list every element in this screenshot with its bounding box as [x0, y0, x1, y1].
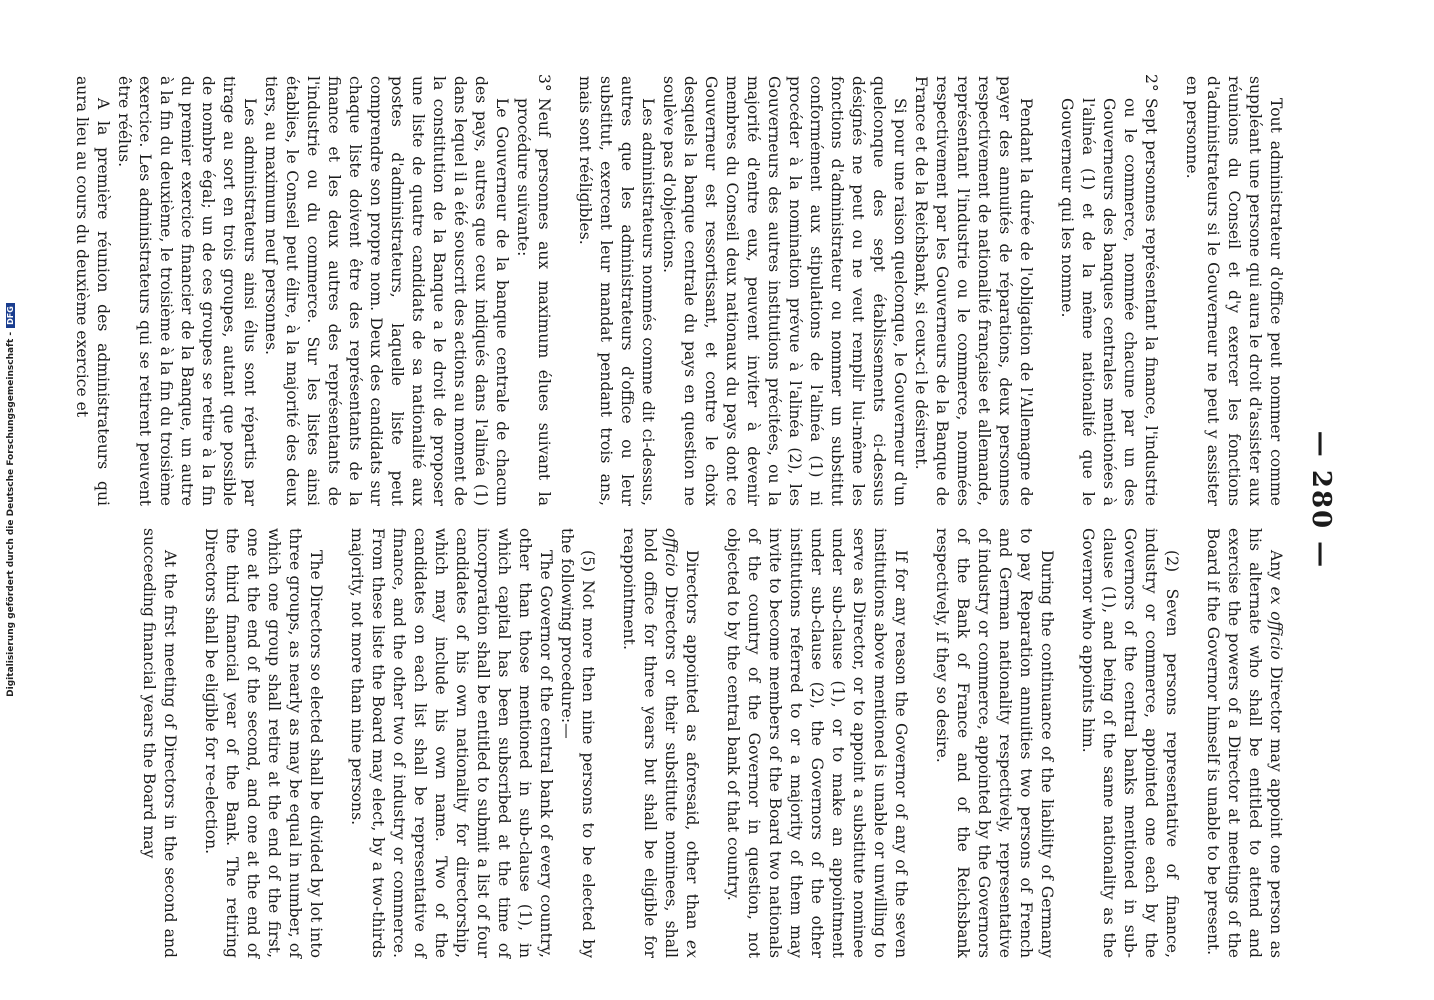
- en-paragraph-first-meeting: At the first meeting of Directors in the second and succeeding financial years the Board may: [140, 528, 179, 958]
- french-column: [71, 76, 1286, 506]
- watermark-credit: Digitalisierung gefördert durch die Deutsche Forschungsgemeinschaft -: [6, 331, 16, 697]
- en-p1-after: Director may appoint one person as his alternate who shall be entitled to attend and exercise the powers of a Director at meetings of the Board if the Governor himself is unable to be present.: [1204, 528, 1285, 958]
- en-paragraph-alternate: [1202, 528, 1286, 958]
- en-p1-ex-officio: ex officio: [1267, 586, 1285, 660]
- fr-section-2-number: 2°: [1142, 74, 1160, 92]
- fr-section-2-text: Sept personnes représentant la finance, l'industrie ou le commerce, nommée chacune par un des Gouverneurs des banques centrales mentionées à l'alinéa (1) et de la même nationalité que le Gouverneur qui les nomme.: [1058, 98, 1160, 506]
- fr-paragraph-first-meeting: A la première réunion des administrateurs qui aura lieu au cours du deuxième exercice et: [73, 76, 112, 506]
- en-section-5-text: Not more then nine persons to be elected by the following procedure:—: [558, 528, 597, 958]
- fr-section-3-text: Neuf personnes aux maximum élues suivant la procédure suivante:: [514, 98, 553, 506]
- en-paragraph-candidates: The Governor of the central bank of every country, other than those mentioned in sub-clause (1), in which capital has been subscribed at the time of incorporation shall be entitled to submit a list of four candidates of his own nationality for directorship, which may include his own name. Two of the candidates on each list shall be representative of finance, and the other two of industry or commerce. From these liste the Board may elect, by a two-thirds majority, not more than nine persons.: [348, 528, 555, 958]
- en-p1-before: Any: [1267, 550, 1285, 587]
- en-section-2-number: (2): [1163, 550, 1181, 573]
- fr-paragraph-candidates: Le Gouverneur de la banque centrale de chacun des pays, autres que ceux indiqués dans l'alinéa (1) dans lequel il a été souscrit des actions au moment de la constitution de la Banque a le droit de proposer une liste de quatre candidats de sa nationalité aux postes d'administrateurs, laquelle liste peut comprendre son propre nom. Deux des candidats sur chaque liste doivent être des représentants de la finance et les deux autres des représentants de l'industrie ou du commerce. Sur les listes ainsi établies, le Conseil peut élire, à la majorité des deux tiers, au maximum neuf personnes.: [262, 76, 511, 506]
- en-section-2-text: Seven persons representative of finance, industry or commerce, appointed one each by the Governors of the central banks mentioned in sub-clause (1), and being of the same nationality as the Governor who appoints him.: [1079, 528, 1181, 958]
- dfg-logo: DFG: [6, 303, 15, 328]
- english-column: [138, 528, 1286, 958]
- fr-paragraph-reparations: Pendant la durée de l'obligation de l'Allemagne de payer des annuités de réparations, deux personnes respectivement de nationalité française et allemande, représentant l'industrie ou le commerce, nommées respectivement par les Gouverneurs de la Banque de France et de la Reichsbank, si ceux-ci le désirent.: [912, 76, 1035, 506]
- page-number: — 280 —: [1306, 430, 1336, 570]
- fr-paragraph-term: Les administrateurs nommés comme dit ci-dessus, autres que les administrateurs d'office ou leur substitut, exercent leur mandat pendant trois ans, mais sont rééligibles.: [576, 76, 657, 506]
- en-p5-after: Directors or their substitute nominees, shall hold office for three years but shall be eligible for reappointment.: [620, 528, 680, 958]
- en-paragraph-groups: The Directors so elected shall be divided by lot into three groups, as nearly as may be equal in number, of which one group shall retire at the end of the first, one at the end of the second, and one at the end of the third financial year of the Bank. The retiring Directors shall be eligible for re-election.: [202, 528, 325, 958]
- en-paragraph-term: [618, 528, 702, 958]
- en-section-5-number: (5): [579, 550, 597, 573]
- fr-paragraph-governor-unable: Si pour une raison quelconque, le Gouverneur d'un quelconque des sept établissements ci-dessus désignés ne peut ou ne veut remplir lui-même les fonctions d'administrateur ou nommer un substitut conformément aux stipulations de l'alinéa (1) ni procéder à la nomination prévue à l'alinéa (2), les Gouverneurs des autres institutions précitées, ou la majorité d'entre eux, peuvent inviter à devenir membres du Conseil deux nationaux du pays dont ce Gouverneur est ressortissant, et contre le choix desquels la banque centrale du pays en question ne soulève pas d'objections.: [660, 76, 909, 506]
- fr-paragraph-alternate: Tout administrateur d'office peut nommer comme suppléant une persone qui aura le droit d'assister aux réunions du Conseil et d'y exercer les fonctions d'administrateurs si le Gouverneur ne peut y assister en personne.: [1183, 76, 1285, 506]
- fr-section-3: [512, 76, 554, 506]
- fr-section-3-number: 3°: [535, 74, 553, 92]
- en-paragraph-reparations: During the continuance of the liability of Germany to pay Reparation annuities two persons of French and German nationality respectively, representative of industry or commerce, appointed by the Governors of the Bank of France and of the Reichsbank respectively, if they so desire.: [933, 528, 1056, 958]
- en-p5-ex-officio: ex officio: [662, 528, 701, 958]
- en-section-5: [556, 528, 598, 958]
- en-paragraph-governor-unable: If for any reason the Governor of any of the seven institutions above mentioned is unable or unwilling to serve as Director, or to appoint a substitute nominee under sub-clause (1), or to make an appointment under sub-clause (2), the Governors of the other institutions referred to or a majority of them may invite to become members of the Board two nationals of the country of the Governor in question, not objected to by the central bank of that country.: [724, 528, 910, 958]
- fr-section-2: [1056, 76, 1161, 506]
- fr-paragraph-groups: Les administrateurs ainsi élus sont répartis par tirage au sort en trois groupes, autant que possible de nombre égal; un de ces groupes se retire à la fin du premier exercice financier de la Banque, un autre à la fin du deuxième, le troisième à la fin du troisième exercice. Les administrateurs qui se retirent peuvent être réélus.: [115, 76, 259, 506]
- en-p5-before: Directors appointed as aforesaid, other than: [683, 550, 701, 940]
- en-section-2: [1077, 528, 1182, 958]
